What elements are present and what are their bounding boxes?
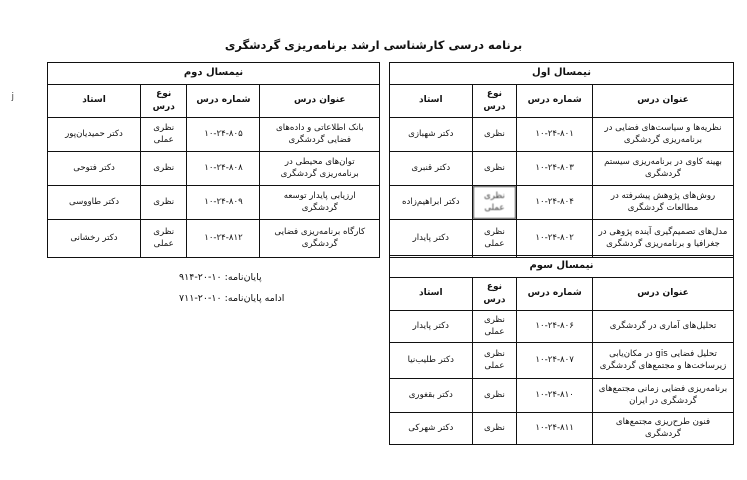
course-title: بهینه کاوی در برنامه‌ریزی سیستم گردشگری <box>592 151 733 185</box>
instructor-name: دکتر طلیب‌نیا <box>390 342 473 378</box>
column-header-instructor: استاد <box>390 84 473 117</box>
semester-2-heading: نیمسال دوم <box>48 63 380 85</box>
table-row <box>390 412 734 444</box>
semester-1-heading: نیمسال اول <box>390 63 734 85</box>
column-header-instructor: استاد <box>48 84 141 117</box>
table-header-row <box>48 63 380 85</box>
instructor-name: دکتر شهبازی <box>390 117 473 151</box>
semester-3-heading: نیمسال سوم <box>390 256 734 278</box>
course-type: نظری عملی <box>473 186 517 219</box>
semester-2-table-wrapper <box>47 62 380 258</box>
column-header-course-title: عنوان درس <box>260 84 380 117</box>
table-row <box>390 219 734 257</box>
course-type: نظری <box>472 378 517 412</box>
course-type: نظری عملی <box>140 117 186 151</box>
instructor-name: دکتر بقغوری <box>390 378 473 412</box>
instructor-name: دکتر فتوحی <box>48 151 141 185</box>
instructor-name: دکتر قنبری <box>390 151 473 185</box>
column-header-course-type: نوع درس <box>472 277 517 310</box>
table-row <box>390 151 734 185</box>
column-header-course-code: شماره درس <box>517 277 593 310</box>
course-title: روش‌های پژوهش پیشرفته در مطالعات گردشگری <box>592 185 733 219</box>
course-title: مدل‌های تصمیم‌گیری آینده پژوهی در جغرافیا و برنامه‌ریزی گردشگری <box>592 219 733 257</box>
table-row <box>390 342 734 378</box>
course-type: نظری عملی <box>140 219 186 257</box>
course-title: تحلیل فضایی gis در مکان‌یابی زیرساخت‌ها و مجتمع‌های گردشگری <box>592 342 733 378</box>
column-header-course-code: شماره درس <box>187 84 260 117</box>
course-type: نظری <box>472 117 517 151</box>
course-type: نظری عملی <box>472 310 517 342</box>
table-column-header-row <box>390 277 734 310</box>
course-code: ۱۰-۲۴-۸۰۴ <box>517 185 593 219</box>
table-row <box>390 185 734 219</box>
course-type: نظری <box>140 185 186 219</box>
course-type: نظری عملی <box>472 219 517 257</box>
instructor-name: دکتر طاووسی <box>48 185 141 219</box>
instructor-name: دکتر پایدار <box>390 310 473 342</box>
thesis-notes <box>179 268 379 310</box>
thesis-code-note: پایان‌نامه: ۱۰-۲۰-۹۱۴ <box>179 272 262 283</box>
table-header-row <box>390 256 734 278</box>
course-code: ۱۰-۲۴-۸۰۷ <box>517 342 593 378</box>
course-title: کارگاه برنامه‌ریزی فضایی گردشگری <box>260 219 380 257</box>
course-title: ارزیابی پایدار توسعه گردشگری <box>260 185 380 219</box>
course-title: بانک اطلاعاتی و داده‌های فضایی گردشگری <box>260 117 380 151</box>
stray-mark: j <box>11 92 14 102</box>
course-code: ۱۰-۲۴-۸۰۸ <box>187 151 260 185</box>
semester-3-table-wrapper <box>389 255 734 445</box>
table-row <box>390 378 734 412</box>
table-row <box>390 117 734 151</box>
column-header-course-code: شماره درس <box>517 84 593 117</box>
table-row <box>48 117 380 151</box>
semester-1-table <box>389 62 734 258</box>
column-header-course-type: نوع درس <box>140 84 186 117</box>
course-code: ۱۰-۲۴-۸۰۵ <box>187 117 260 151</box>
table-row <box>48 219 380 257</box>
course-title: تحلیل‌های آماری در گردشگری <box>592 310 733 342</box>
course-code: ۱۰-۲۴-۸۰۶ <box>517 310 593 342</box>
instructor-name: دکتر پایدار <box>390 219 473 257</box>
course-type: نظری <box>472 412 517 444</box>
semester-3-table <box>389 255 734 445</box>
course-code: ۱۰-۲۴-۸۱۲ <box>187 219 260 257</box>
course-type: نظری <box>140 151 186 185</box>
course-code: ۱۰-۲۴-۸۱۰ <box>517 378 593 412</box>
semester-2-table <box>47 62 380 258</box>
column-header-instructor: استاد <box>390 277 473 310</box>
course-title: نظریه‌ها و سیاست‌های فضایی در برنامه‌ریزی گردشگری <box>592 117 733 151</box>
table-header-row <box>390 63 734 85</box>
instructor-name: دکتر حمیدیان‌پور <box>48 117 141 151</box>
instructor-name: دکتر شهرکی <box>390 412 473 444</box>
instructor-name: دکتر ابراهیم‌زاده <box>390 185 473 219</box>
semester-1-table-wrapper <box>389 62 734 258</box>
instructor-name: دکتر رخشانی <box>48 219 141 257</box>
course-code: ۱۰-۲۴-۸۰۲ <box>517 219 593 257</box>
column-header-course-type: نوع درس <box>472 84 517 117</box>
course-type: نظری عملی <box>472 342 517 378</box>
course-title: فنون طرح‌ریزی مجتمع‌های گردشگری <box>592 412 733 444</box>
table-column-header-row <box>390 84 734 117</box>
course-code: ۱۰-۲۴-۸۰۹ <box>187 185 260 219</box>
column-header-course-title: عنوان درس <box>592 277 733 310</box>
page-title: برنامه درسی کارشناسی ارشد برنامه‌ریزی گردشگری <box>224 38 523 52</box>
table-column-header-row <box>48 84 380 117</box>
table-row <box>48 151 380 185</box>
course-type: نظری <box>472 151 517 185</box>
course-code: ۱۰-۲۴-۸۰۳ <box>517 151 593 185</box>
course-code: ۱۰-۲۴-۸۱۱ <box>517 412 593 444</box>
thesis-continuation-code-note: ادامه پایان‌نامه: ۱۰-۲۰-۷۱۱ <box>179 292 285 304</box>
course-code: ۱۰-۲۴-۸۰۱ <box>517 117 593 151</box>
column-header-course-title: عنوان درس <box>592 84 733 117</box>
course-title: برنامه‌ریزی فضایی زمانی مجتمع‌های گردشگری در ایران <box>592 378 733 412</box>
table-row <box>390 310 734 342</box>
course-title: توان‌های محیطی در برنامه‌ریزی گردشگری <box>260 151 380 185</box>
table-row <box>48 185 380 219</box>
